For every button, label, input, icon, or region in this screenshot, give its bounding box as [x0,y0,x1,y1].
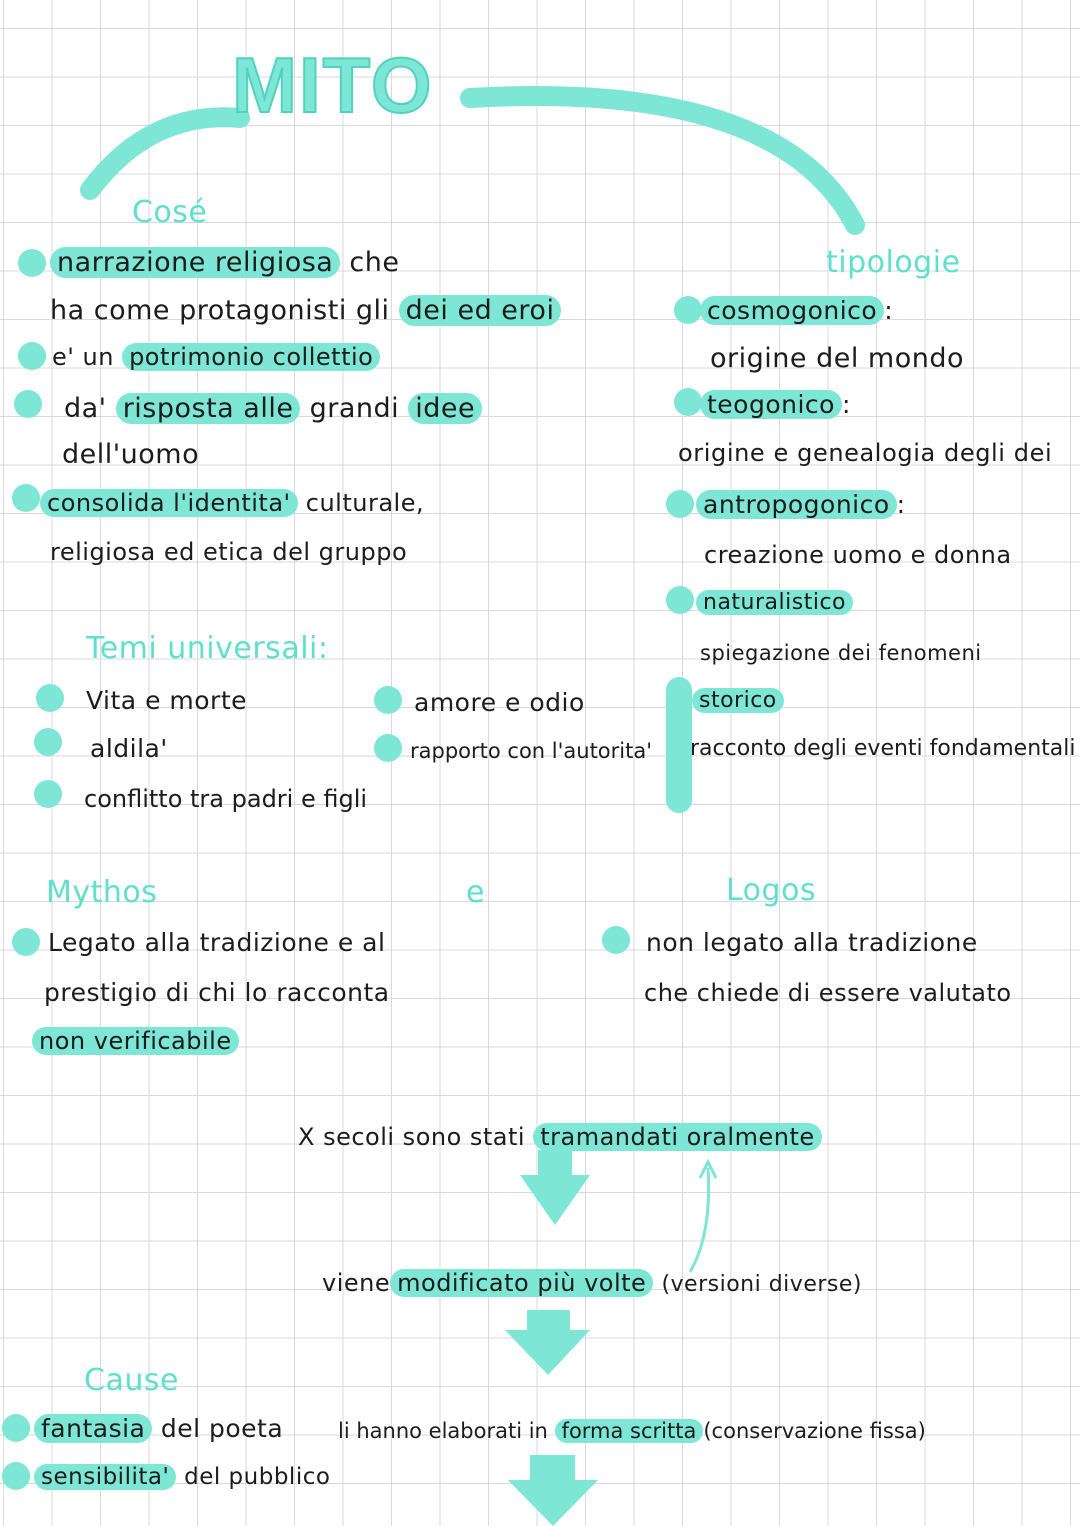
bullet-dot [2,1414,30,1442]
bullet-dot [18,249,46,277]
tipologia-desc: racconto degli eventi fondamentali [690,736,1076,761]
tipologia-desc: origine e genealogia degli dei [678,439,1053,467]
bullet-dot [374,734,402,762]
flow-step-3: li hanno elaborati in forma scritta (conservazione fissa) [338,1419,926,1443]
cose-item-1: narrazione religiosa che [50,246,400,280]
bullet-dot [674,388,702,416]
bullet-dot [674,296,702,324]
cose-item-4: consolida l'identita' culturale, [40,486,424,520]
mythos-line: prestigio di chi lo racconta [44,978,390,1007]
page-title: MITO [232,41,434,129]
bullet-dot [374,686,402,714]
logos-line: non legato alla tradizione [646,928,978,957]
cose-item-4-line2: religiosa ed etica del gruppo [50,538,408,566]
bullet-dot [602,926,630,954]
bullet-dot [12,928,40,956]
bullet-dot [34,780,62,808]
tema-item: rapporto con l'autorita' [410,739,652,763]
cose-item-3: da' risposta alle grandi idee [64,392,482,426]
tema-item: conflitto tra padri e figli [84,785,368,813]
cause-item: fantasia del poeta [34,1412,283,1446]
cose-item-1-line2: ha come protagonisti gli dei ed eroi [50,294,561,328]
bullet-dot [12,484,40,512]
flow-step-2: viene modificato più volte (versioni diverse) [322,1269,862,1297]
tema-item: aldila' [90,734,168,763]
tema-item: amore e odio [414,688,585,717]
tipologia-label: storico [692,684,784,718]
mythos-line: Legato alla tradizione e al [48,928,386,957]
cose-item-2: e' un potrimonio collettio [52,340,380,374]
tipologia-label: naturalistico [696,586,853,620]
cause-heading: Cause [84,1363,179,1398]
bullet-dot [666,586,694,614]
temi-heading: Temi universali: [86,631,329,666]
bullet-dot [18,342,46,370]
cause-item: sensibilita' del pubblico [34,1460,330,1494]
logos-heading: Logos [726,873,817,908]
flow-step-1: X secoli sono stati tramandati oralmente [298,1120,822,1154]
bullet-dot [2,1462,30,1490]
tipologia-label: cosmogonico : [700,294,893,328]
mythos-heading: Mythos [46,875,158,910]
mythos-highlight: non verificabile [32,1024,239,1058]
bullet-dot [14,390,42,418]
cose-heading: Cosé [132,195,208,230]
tipologia-label: antropogonico : [696,488,906,522]
tipologia-desc: spiegazione dei fenomeni [700,641,982,665]
connector-e: e [466,875,485,910]
tipologie-heading: tipologie [826,245,961,280]
bullet-dot [34,728,62,756]
tipologia-desc: creazione uomo e donna [704,541,1012,569]
tipologia-label: teogonico : [700,388,851,422]
bullet-dot [36,684,64,712]
tipologia-desc: origine del mondo [710,343,964,374]
logos-line: che chiede di essere valutato [644,979,1012,1007]
cose-item-3-line2: dell'uomo [62,439,200,470]
bullet-dot [666,490,694,518]
tema-item: Vita e morte [86,686,248,715]
